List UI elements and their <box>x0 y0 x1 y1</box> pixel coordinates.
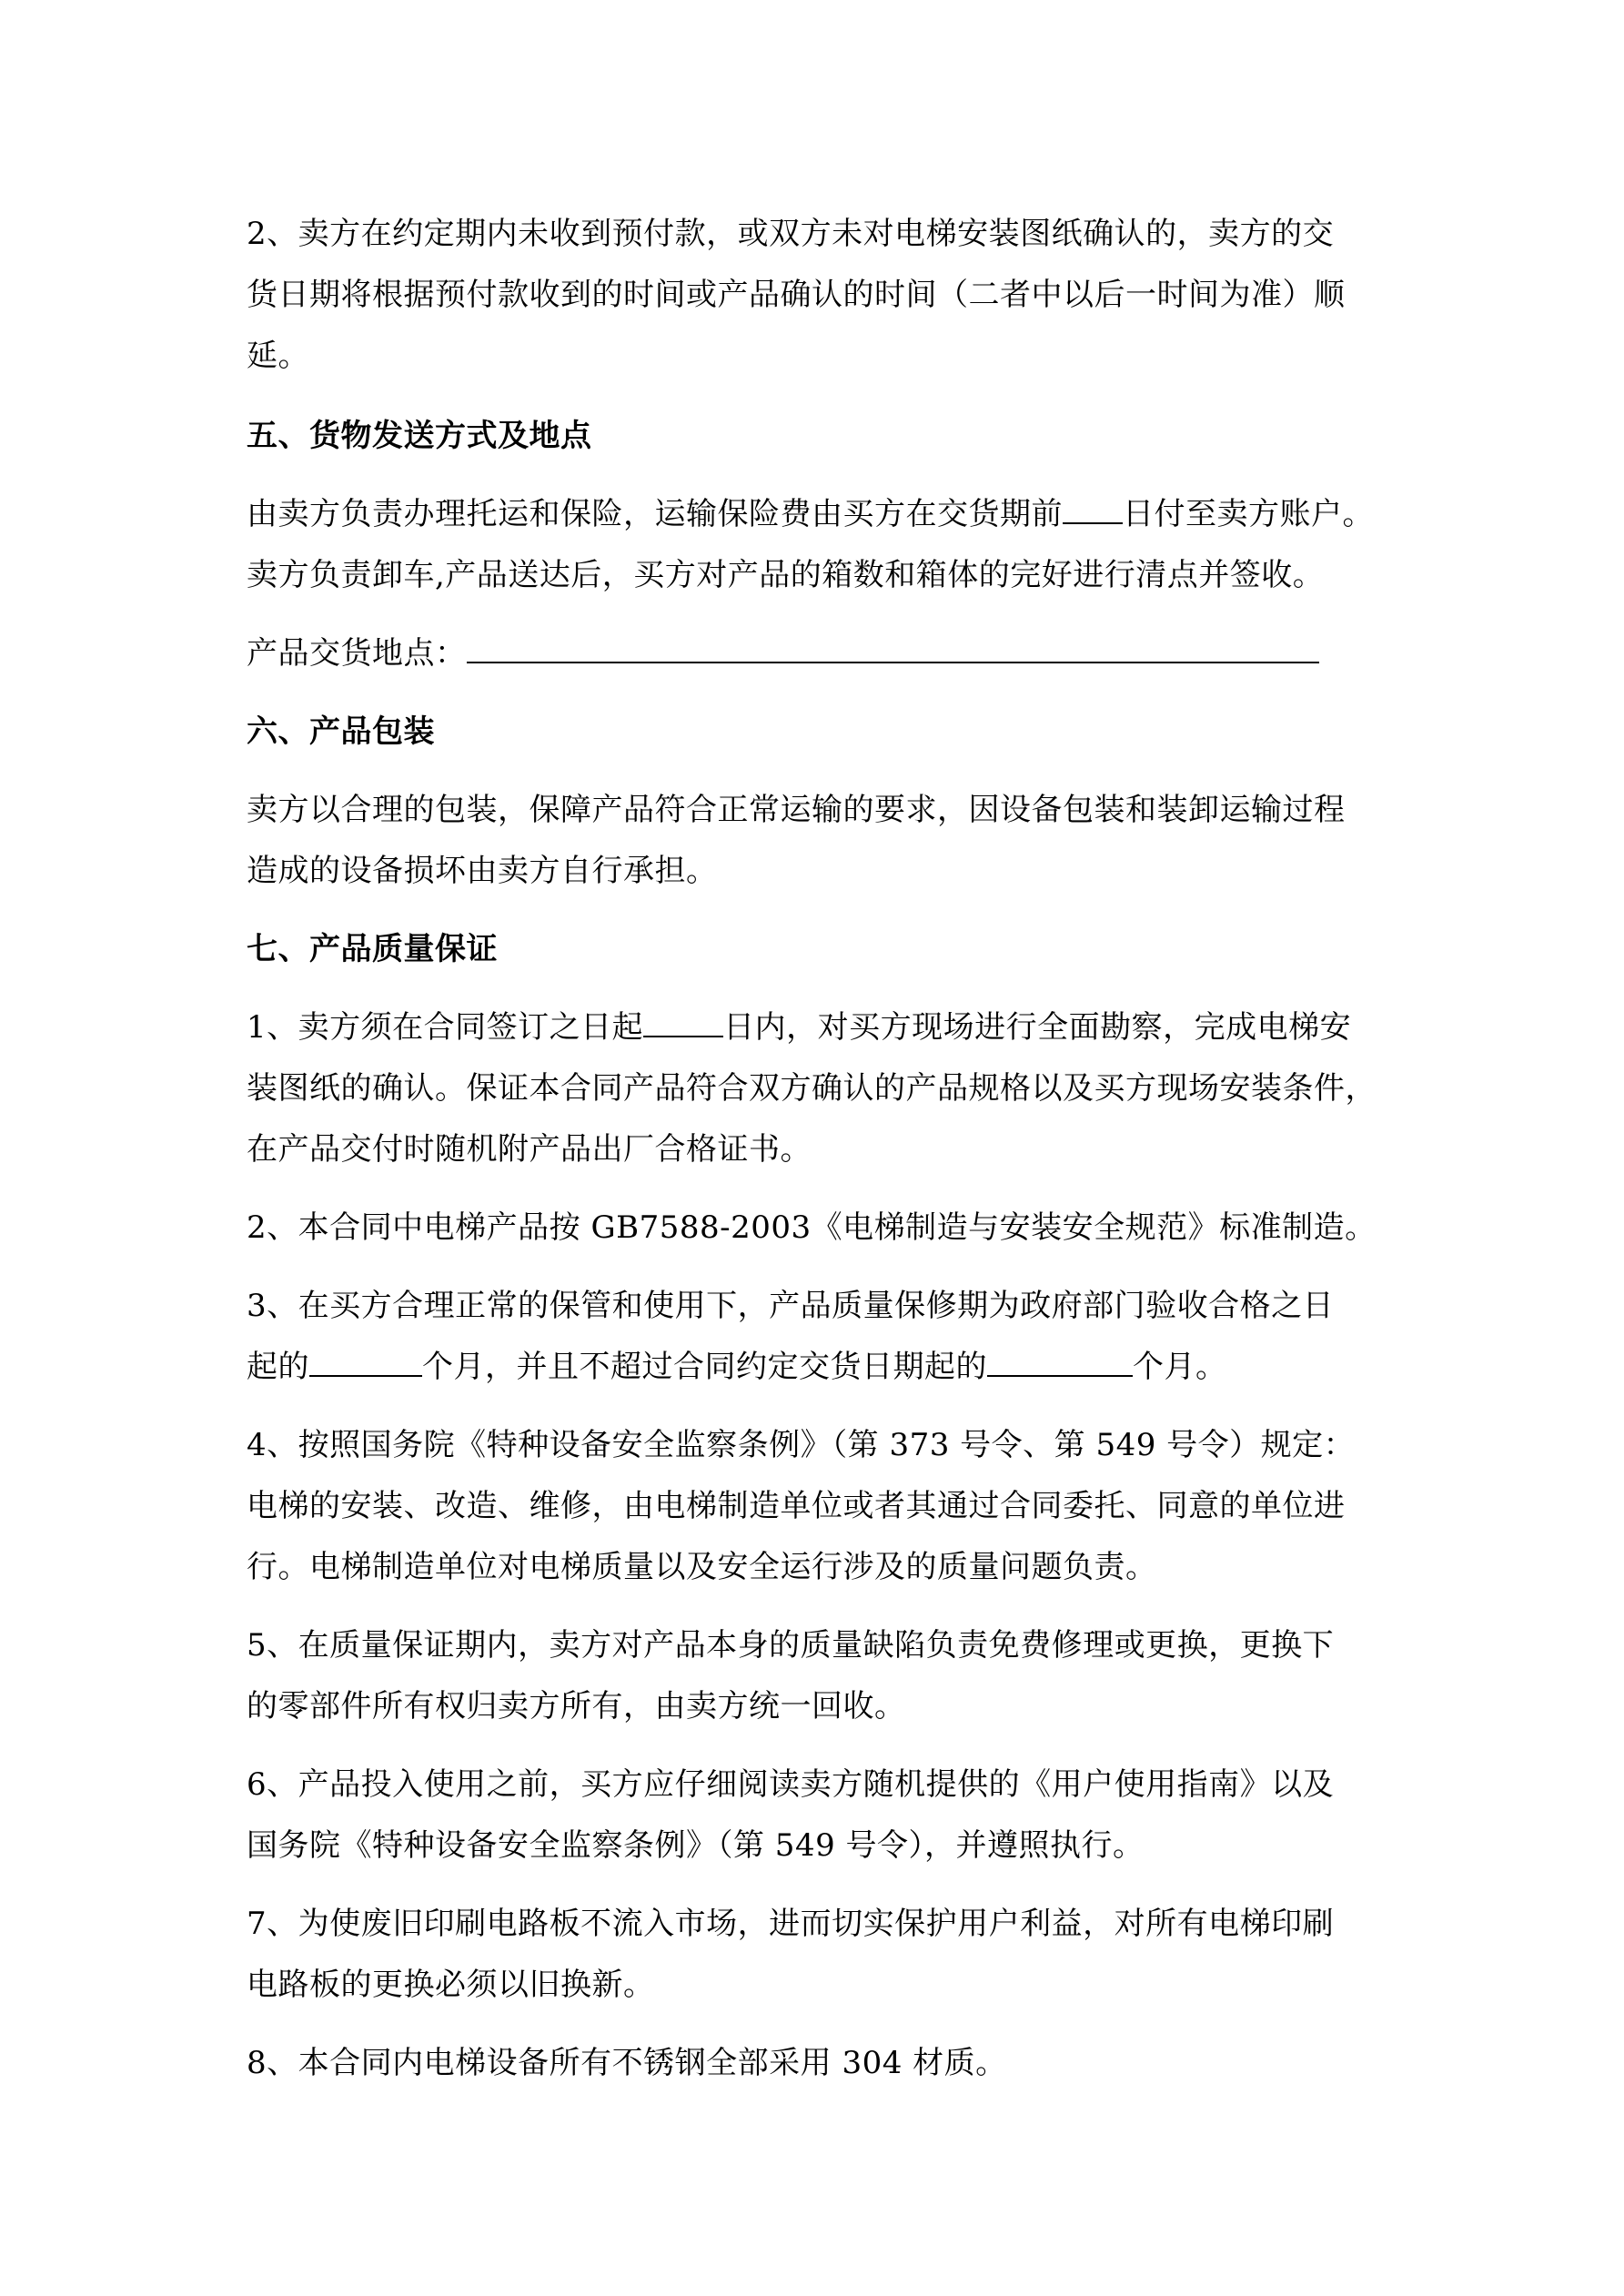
text-line: 1、卖方须在合同签订之日起 日内，对买方现场进行全面勘察，完成电梯安 <box>247 1009 1352 1046</box>
text-line: 5、在质量保证期内，卖方对产品本身的质量缺陷负责免费修理或更换，更换下 <box>247 1627 1335 1664</box>
section-heading: 六、产品包装 <box>247 713 435 750</box>
text-line: 装图纸的确认。保证本合同产品符合双方确认的产品规格以及买方现场安装条件， <box>247 1070 1377 1107</box>
text-line: 6、产品投入使用之前，买方应仔细阅读卖方随机提供的《用户使用指南》以及 <box>247 1766 1335 1803</box>
text-line: 造成的设备损坏由卖方自行承担。 <box>247 853 718 889</box>
text-line: 在产品交付时随机附产品出厂合格证书。 <box>247 1131 812 1168</box>
fill-blank <box>1063 495 1123 524</box>
fill-blank <box>309 1348 422 1377</box>
text-line: 7、为使废旧印刷电路板不流入市场，进而切实保护用户利益，对所有电梯印刷 <box>247 1906 1335 1942</box>
text-line: 卖方以合理的包装，保障产品符合正常运输的要求，因设备包装和装卸运输过程 <box>247 792 1346 828</box>
fill-blank <box>467 634 1319 663</box>
text-line: 3、在买方合理正常的保管和使用下，产品质量保修期为政府部门验收合格之日 <box>247 1288 1335 1324</box>
text-line: 2、本合同中电梯产品按 GB7588-2003《电梯制造与安装安全规范》标准制造。 <box>247 1209 1377 1246</box>
section-heading: 五、货物发送方式及地点 <box>247 418 592 454</box>
text-line: 电路板的更换必须以旧换新。 <box>247 1967 655 2003</box>
text-line: 行。电梯制造单位对电梯质量以及安全运行涉及的质量问题负责。 <box>247 1549 1157 1585</box>
text-line: 国务院《特种设备安全监察条例》（第 549 号令），并遵照执行。 <box>247 1827 1145 1864</box>
section-heading: 七、产品质量保证 <box>247 931 498 967</box>
text-line: 4、按照国务院《特种设备安全监察条例》（第 373 号令、第 549 号令）规定： <box>247 1427 1356 1463</box>
text-line: 由卖方负责办理托运和保险，运输保险费由买方在交货期前 日付至卖方账户。 <box>247 496 1374 532</box>
text-line: 起的 个月，并且不超过合同约定交货日期起的 个月。 <box>247 1349 1227 1385</box>
text-line: 延。 <box>247 338 309 374</box>
fill-blank <box>987 1348 1133 1377</box>
text-line: 卖方负责卸车,产品送达后，买方对产品的箱数和箱体的完好进行清点并签收。 <box>247 557 1325 593</box>
fill-blank <box>643 1008 723 1037</box>
text-line: 2、卖方在约定期内未收到预付款，或双方未对电梯安装图纸确认的，卖方的交 <box>247 216 1335 252</box>
text-line: 的零部件所有权归卖方所有，由卖方统一回收。 <box>247 1688 906 1725</box>
text-line: 8、本合同内电梯设备所有不锈钢全部采用 304 材质。 <box>247 2045 1007 2081</box>
text-line: 货日期将根据预付款收到的时间或产品确认的时间（二者中以后一时间为准）顺 <box>247 277 1346 313</box>
delivery-location-line: 产品交货地点： <box>247 632 1319 675</box>
text-line: 电梯的安装、改造、维修，由电梯制造单位或者其通过合同委托、同意的单位进 <box>247 1488 1346 1524</box>
